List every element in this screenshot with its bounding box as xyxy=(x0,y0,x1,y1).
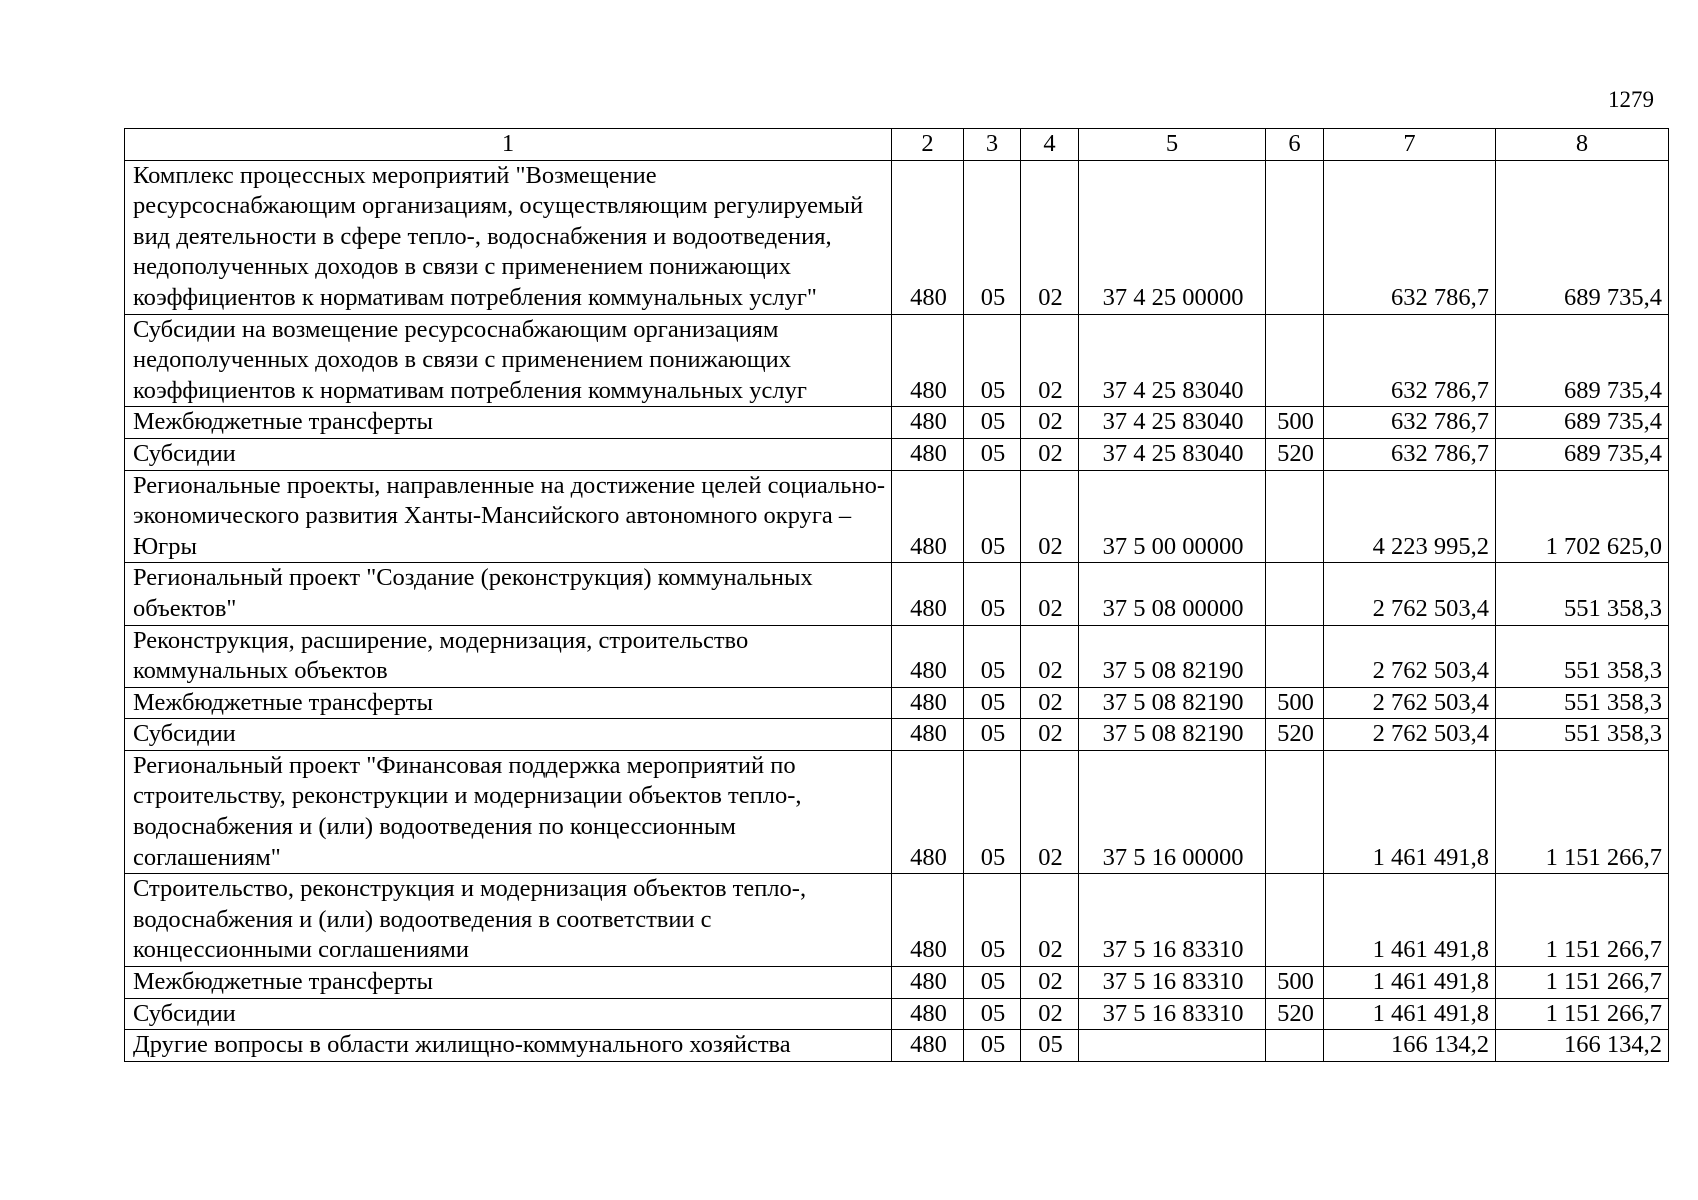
cell-code-2: 480 xyxy=(892,438,964,470)
cell-code-6 xyxy=(1266,160,1324,314)
row-name: Межбюджетные трансферты xyxy=(125,407,892,439)
row-name: Комплекс процессных мероприятий "Возмещение ресурсоснабжающим организациям, осуществляющим регулируемый вид деятельности в сфере тепло-, водоснабжения и водоотведения, недополученных доходов в связи с применением понижающих коэффициентов к нормативам потребления коммунальных услуг" xyxy=(125,160,892,314)
table-row xyxy=(125,314,1669,407)
cell-code-4: 02 xyxy=(1021,719,1079,751)
cell-code-6 xyxy=(1266,563,1324,625)
cell-code-4: 02 xyxy=(1021,438,1079,470)
cell-code-5: 37 4 25 83040 xyxy=(1079,438,1266,470)
cell-code-5: 37 5 16 83310 xyxy=(1079,998,1266,1030)
cell-code-5: 37 4 25 83040 xyxy=(1079,407,1266,439)
cell-code-4: 02 xyxy=(1021,470,1079,563)
cell-amount-7: 2 762 503,4 xyxy=(1324,719,1496,751)
cell-code-4: 02 xyxy=(1021,874,1079,967)
cell-code-5: 37 5 00 00000 xyxy=(1079,470,1266,563)
cell-code-2: 480 xyxy=(892,874,964,967)
cell-code-5: 37 5 08 82190 xyxy=(1079,687,1266,719)
cell-code-5: 37 5 08 82190 xyxy=(1079,625,1266,687)
cell-code-5: 37 5 08 00000 xyxy=(1079,563,1266,625)
cell-amount-8: 1 702 625,0 xyxy=(1496,470,1669,563)
row-name: Субсидии xyxy=(125,998,892,1030)
table-row xyxy=(125,160,1669,314)
table-row xyxy=(125,563,1669,625)
cell-code-4: 02 xyxy=(1021,967,1079,999)
budget-table xyxy=(124,128,1669,1062)
cell-amount-7: 166 134,2 xyxy=(1324,1030,1496,1062)
row-name: Субсидии на возмещение ресурсоснабжающим организациям недополученных доходов в связи с применением понижающих коэффициентов к нормативам потребления коммунальных услуг xyxy=(125,314,892,407)
table-row xyxy=(125,470,1669,563)
cell-code-6 xyxy=(1266,874,1324,967)
cell-amount-8: 551 358,3 xyxy=(1496,719,1669,751)
cell-amount-7: 1 461 491,8 xyxy=(1324,998,1496,1030)
cell-code-2: 480 xyxy=(892,625,964,687)
column-header: 1 xyxy=(125,129,892,161)
cell-code-3: 05 xyxy=(964,407,1021,439)
cell-code-6: 500 xyxy=(1266,407,1324,439)
cell-code-2: 480 xyxy=(892,687,964,719)
column-header: 5 xyxy=(1079,129,1266,161)
cell-code-5: 37 4 25 83040 xyxy=(1079,314,1266,407)
cell-code-3: 05 xyxy=(964,967,1021,999)
cell-code-2: 480 xyxy=(892,967,964,999)
cell-code-2: 480 xyxy=(892,160,964,314)
row-name: Региональный проект "Создание (реконструкция) коммунальных объектов" xyxy=(125,563,892,625)
cell-amount-8: 689 735,4 xyxy=(1496,438,1669,470)
cell-code-2: 480 xyxy=(892,314,964,407)
row-name: Другие вопросы в области жилищно-коммунального хозяйства xyxy=(125,1030,892,1062)
column-header: 2 xyxy=(892,129,964,161)
cell-amount-8: 689 735,4 xyxy=(1496,160,1669,314)
cell-code-5: 37 5 08 82190 xyxy=(1079,719,1266,751)
row-name: Субсидии xyxy=(125,438,892,470)
cell-code-2: 480 xyxy=(892,1030,964,1062)
table-row xyxy=(125,967,1669,999)
cell-code-5: 37 5 16 83310 xyxy=(1079,874,1266,967)
cell-code-2: 480 xyxy=(892,719,964,751)
column-header: 4 xyxy=(1021,129,1079,161)
table-row xyxy=(125,874,1669,967)
cell-code-6 xyxy=(1266,470,1324,563)
cell-amount-8: 551 358,3 xyxy=(1496,625,1669,687)
cell-code-4: 02 xyxy=(1021,750,1079,873)
cell-amount-7: 632 786,7 xyxy=(1324,314,1496,407)
table-row xyxy=(125,625,1669,687)
column-header: 3 xyxy=(964,129,1021,161)
cell-code-3: 05 xyxy=(964,998,1021,1030)
cell-code-3: 05 xyxy=(964,160,1021,314)
cell-code-5 xyxy=(1079,1030,1266,1062)
cell-code-4: 05 xyxy=(1021,1030,1079,1062)
cell-code-3: 05 xyxy=(964,719,1021,751)
cell-code-3: 05 xyxy=(964,438,1021,470)
cell-amount-8: 1 151 266,7 xyxy=(1496,874,1669,967)
table-header-row xyxy=(125,129,1669,161)
cell-amount-8: 1 151 266,7 xyxy=(1496,998,1669,1030)
table-row xyxy=(125,719,1669,751)
cell-code-2: 480 xyxy=(892,563,964,625)
row-name: Региональный проект "Финансовая поддержка мероприятий по строительству, реконструкции и модернизации объектов тепло-, водоснабжения и (или) водоотведения по концессионным соглашениям" xyxy=(125,750,892,873)
cell-code-5: 37 4 25 00000 xyxy=(1079,160,1266,314)
row-name: Субсидии xyxy=(125,719,892,751)
cell-code-4: 02 xyxy=(1021,314,1079,407)
cell-amount-7: 1 461 491,8 xyxy=(1324,967,1496,999)
cell-amount-8: 551 358,3 xyxy=(1496,687,1669,719)
cell-code-6: 520 xyxy=(1266,719,1324,751)
column-header: 8 xyxy=(1496,129,1669,161)
cell-code-3: 05 xyxy=(964,625,1021,687)
cell-code-6: 500 xyxy=(1266,687,1324,719)
cell-amount-8: 689 735,4 xyxy=(1496,314,1669,407)
cell-amount-7: 632 786,7 xyxy=(1324,438,1496,470)
cell-code-2: 480 xyxy=(892,407,964,439)
cell-code-4: 02 xyxy=(1021,687,1079,719)
cell-code-5: 37 5 16 83310 xyxy=(1079,967,1266,999)
table-row xyxy=(125,998,1669,1030)
cell-amount-8: 1 151 266,7 xyxy=(1496,750,1669,873)
cell-code-2: 480 xyxy=(892,998,964,1030)
row-name: Межбюджетные трансферты xyxy=(125,967,892,999)
table-row xyxy=(125,438,1669,470)
cell-code-3: 05 xyxy=(964,470,1021,563)
cell-code-6: 520 xyxy=(1266,438,1324,470)
cell-code-3: 05 xyxy=(964,874,1021,967)
table-row xyxy=(125,687,1669,719)
cell-code-4: 02 xyxy=(1021,625,1079,687)
cell-amount-8: 166 134,2 xyxy=(1496,1030,1669,1062)
column-header: 6 xyxy=(1266,129,1324,161)
cell-code-6 xyxy=(1266,750,1324,873)
cell-amount-7: 1 461 491,8 xyxy=(1324,874,1496,967)
row-name: Региональные проекты, направленные на достижение целей социально-экономического развития Ханты-Мансийского автономного округа – Югры xyxy=(125,470,892,563)
cell-code-5: 37 5 16 00000 xyxy=(1079,750,1266,873)
row-name: Строительство, реконструкция и модернизация объектов тепло-, водоснабжения и (или) водоотведения в соответствии с концессионными соглашениями xyxy=(125,874,892,967)
cell-amount-7: 632 786,7 xyxy=(1324,407,1496,439)
table-row xyxy=(125,407,1669,439)
cell-code-3: 05 xyxy=(964,563,1021,625)
cell-code-4: 02 xyxy=(1021,998,1079,1030)
cell-code-4: 02 xyxy=(1021,563,1079,625)
cell-code-6 xyxy=(1266,1030,1324,1062)
cell-code-6: 520 xyxy=(1266,998,1324,1030)
cell-code-4: 02 xyxy=(1021,407,1079,439)
row-name: Реконструкция, расширение, модернизация, строительство коммунальных объектов xyxy=(125,625,892,687)
cell-code-2: 480 xyxy=(892,470,964,563)
cell-code-6 xyxy=(1266,625,1324,687)
table-row xyxy=(125,1030,1669,1062)
cell-code-3: 05 xyxy=(964,750,1021,873)
cell-code-4: 02 xyxy=(1021,160,1079,314)
cell-amount-7: 1 461 491,8 xyxy=(1324,750,1496,873)
cell-code-6 xyxy=(1266,314,1324,407)
table-row xyxy=(125,750,1669,873)
cell-amount-7: 2 762 503,4 xyxy=(1324,563,1496,625)
column-header: 7 xyxy=(1324,129,1496,161)
row-name: Межбюджетные трансферты xyxy=(125,687,892,719)
cell-amount-8: 1 151 266,7 xyxy=(1496,967,1669,999)
cell-code-3: 05 xyxy=(964,1030,1021,1062)
cell-amount-7: 2 762 503,4 xyxy=(1324,687,1496,719)
cell-amount-7: 4 223 995,2 xyxy=(1324,470,1496,563)
cell-amount-8: 689 735,4 xyxy=(1496,407,1669,439)
cell-amount-7: 2 762 503,4 xyxy=(1324,625,1496,687)
cell-amount-7: 632 786,7 xyxy=(1324,160,1496,314)
cell-code-3: 05 xyxy=(964,687,1021,719)
cell-amount-8: 551 358,3 xyxy=(1496,563,1669,625)
cell-code-3: 05 xyxy=(964,314,1021,407)
cell-code-2: 480 xyxy=(892,750,964,873)
cell-code-6: 500 xyxy=(1266,967,1324,999)
page-number: 1279 xyxy=(1608,87,1654,112)
